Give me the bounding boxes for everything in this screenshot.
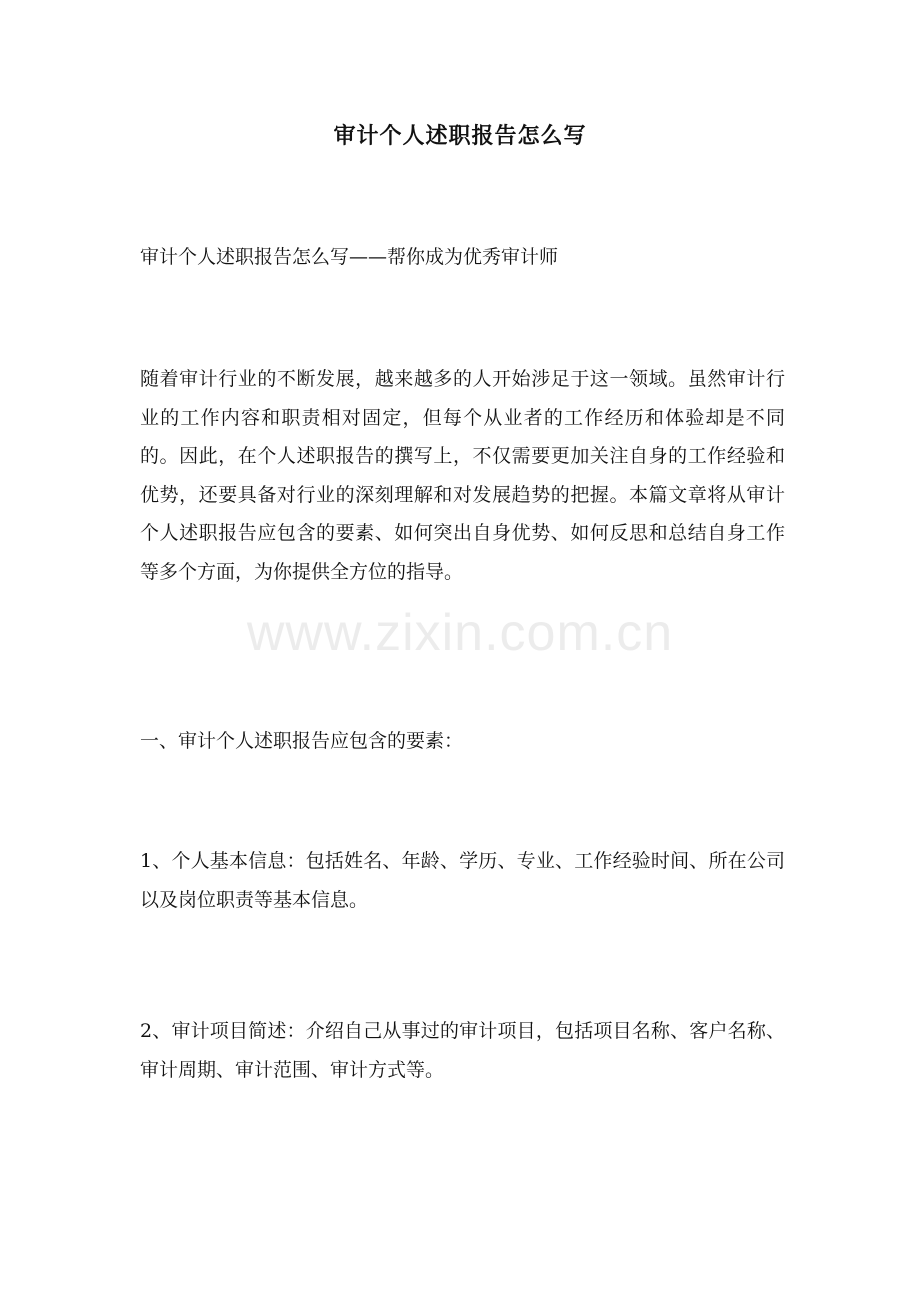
list-item-1: 1、个人基本信息：包括姓名、年龄、学历、专业、工作经验时间、所在公司以及岗位职责等基本信息。 [140,850,785,911]
document-title: 审计个人述职报告怎么写 [333,123,587,149]
list-item-2: 2、审计项目简述：介绍自己从事过的审计项目，包括项目名称、客户名称、审计周期、审计范围、审计方式等。 [140,1020,785,1081]
intro-paragraph: 随着审计行业的不断发展，越来越多的人开始涉足于这一领域。虽然审计行业的工作内容和职责相对固定，但每个从业者的工作经历和体验却是不同的。因此，在个人述职报告的撰写上，不仅需要更加关注自身的工作经验和优势，还要具备对行业的深刻理解和对发展趋势的把握。本篇文章将从审计个人述职报告应包含的要素、如何突出自身优势、如何反思和总结自身工作等多个方面，为你提供全方位的指导。 [140,368,785,583]
watermark: www.zixin.com.cn [246,604,674,662]
document-subtitle: 审计个人述职报告怎么写——帮你成为优秀审计师 [140,246,559,268]
section-heading-1: 一、审计个人述职报告应包含的要素： [140,730,464,752]
